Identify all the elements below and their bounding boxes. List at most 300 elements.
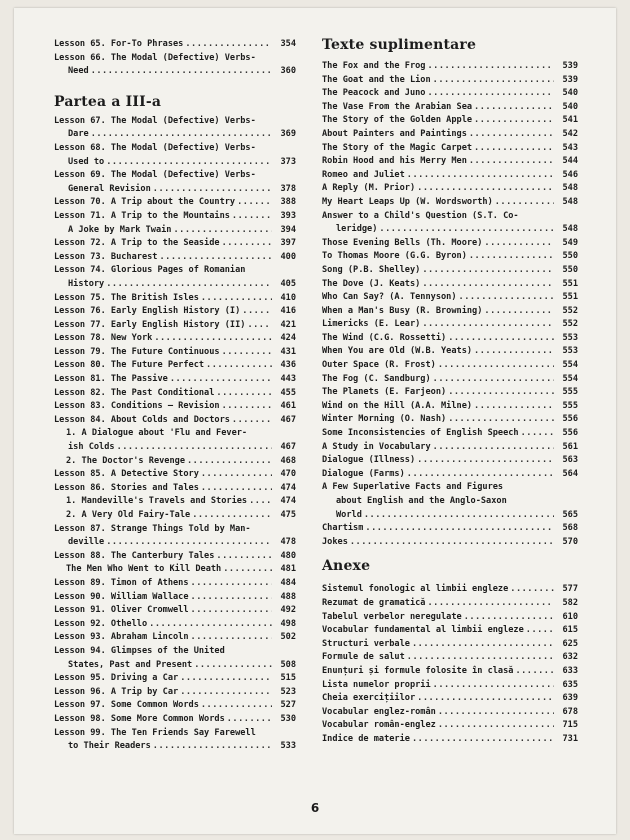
- toc-entry-title: Some Inconsistencies of English Speech: [322, 428, 519, 439]
- toc-entry-page: 625: [562, 638, 578, 649]
- toc-entry: [54, 563, 296, 577]
- toc-entry: [54, 740, 296, 754]
- toc-entry: [54, 359, 296, 373]
- toc-entry: [54, 346, 296, 360]
- toc-column-right: [322, 38, 578, 747]
- dot-leader: [510, 583, 554, 597]
- toc-entry: [54, 224, 296, 238]
- toc-entry-title: The Fog (C. Sandburg): [322, 373, 431, 384]
- toc-entry-title: The Goat and the Lion: [322, 74, 431, 85]
- dot-leader: [249, 495, 272, 509]
- toc-entry: [54, 468, 296, 482]
- dot-leader: [433, 74, 554, 88]
- toc-entry: [54, 427, 296, 441]
- toc-entry-page: 467: [280, 442, 296, 453]
- toc-entry-page: 551: [562, 292, 578, 303]
- toc-entry-title: My Heart Leaps Up (W. Wordsworth): [322, 196, 493, 207]
- toc-entry-title: Outer Space (R. Frost): [322, 360, 436, 371]
- toc-entry-title: Jokes: [322, 536, 348, 547]
- dot-leader: [433, 373, 554, 387]
- toc-entry-title: Lesson 70. A Trip about the Country: [54, 197, 236, 208]
- toc-entry: [54, 645, 296, 659]
- dot-leader: [106, 536, 272, 550]
- toc-entry: [322, 169, 578, 183]
- dot-leader: [216, 550, 272, 564]
- toc-entry-page: 468: [280, 455, 296, 466]
- toc-entry: [54, 536, 296, 550]
- toc-entry: [322, 278, 578, 292]
- toc-entry-page: 523: [280, 686, 296, 697]
- dot-leader: [191, 604, 272, 618]
- toc-entry-title: Lesson 67. The Modal (Defective) Verbs-: [54, 115, 256, 126]
- toc-entry: [54, 38, 296, 52]
- toc-entry-title: Lista numelor proprii: [322, 679, 431, 690]
- dot-leader: [106, 278, 272, 292]
- dot-leader: [201, 468, 272, 482]
- dot-leader: [185, 38, 272, 52]
- toc-entry-page: 474: [280, 496, 296, 507]
- toc-entry-page: 553: [562, 332, 578, 343]
- toc-entry: [322, 223, 578, 237]
- toc-entry-title: Wind on the Hill (A.A. Milne): [322, 400, 473, 411]
- toc-entry-title: Vocabular englez-român: [322, 706, 436, 717]
- toc-entry: [322, 291, 578, 305]
- toc-entry-title: A Few Superlative Facts and Figures: [322, 482, 504, 493]
- dot-leader: [417, 182, 554, 196]
- dot-leader: [448, 386, 554, 400]
- dot-leader: [247, 319, 272, 333]
- toc-entry: [322, 128, 578, 142]
- toc-entry-title: The Wind (C.G. Rossetti): [322, 332, 447, 343]
- toc-entry-page: 633: [562, 665, 578, 676]
- toc-entry: [54, 699, 296, 713]
- toc-list-left-top: [54, 38, 296, 79]
- toc-entry-title: Who Can Say? (A. Tennyson): [322, 292, 457, 303]
- dot-leader: [201, 292, 272, 306]
- dot-leader: [117, 441, 272, 455]
- dot-leader: [153, 740, 272, 754]
- toc-entry-title: Lesson 80. The Future Perfect: [54, 360, 205, 371]
- toc-entry-title: General Revision: [68, 183, 151, 194]
- toc-entry-page: 540: [562, 101, 578, 112]
- toc-entry-title: A Study in Vocabulary: [322, 441, 431, 452]
- toc-entry-title: Lesson 84. About Colds and Doctors: [54, 414, 230, 425]
- toc-entry-title: ish Colds: [68, 442, 115, 453]
- toc-entry-title: Lesson 75. The British Isles: [54, 292, 199, 303]
- toc-entry-title: Dialogue (Illness): [322, 455, 416, 466]
- dot-leader: [433, 679, 554, 693]
- toc-entry: [322, 454, 578, 468]
- toc-entry-page: 492: [280, 605, 296, 616]
- toc-entry: [54, 319, 296, 333]
- toc-entry-title: Lesson 91. Oliver Cromwell: [54, 605, 189, 616]
- toc-entry: [54, 591, 296, 605]
- dot-leader: [242, 305, 272, 319]
- toc-entry: [322, 624, 578, 638]
- toc-entry: [54, 523, 296, 537]
- toc-entry-page: 551: [562, 278, 578, 289]
- toc-entry-page: 565: [562, 509, 578, 520]
- toc-entry: [322, 733, 578, 747]
- toc-entry-page: 533: [280, 741, 296, 752]
- toc-entry-title: Those Evening Bells (Th. Moore): [322, 237, 483, 248]
- dot-leader: [459, 291, 554, 305]
- toc-entry-page: 470: [280, 469, 296, 480]
- toc-entry-page: 540: [562, 88, 578, 99]
- toc-entry-page: 443: [280, 374, 296, 385]
- toc-entry: [322, 651, 578, 665]
- toc-entry-title: Lesson 89. Timon of Athens: [54, 577, 189, 588]
- toc-entry-page: 550: [562, 264, 578, 275]
- toc-entry: [322, 665, 578, 679]
- toc-entry-title: States, Past and Present: [68, 659, 193, 670]
- toc-entry-title: World: [336, 509, 362, 520]
- toc-entry-page: 564: [562, 468, 578, 479]
- toc-entry: [322, 400, 578, 414]
- toc-entry: [322, 345, 578, 359]
- dot-leader: [191, 577, 272, 591]
- toc-entry-title: Lesson 82. The Past Conditional: [54, 387, 215, 398]
- dot-leader: [422, 318, 554, 332]
- toc-entry-page: 478: [280, 537, 296, 548]
- toc-entry-page: 548: [562, 224, 578, 235]
- toc-entry-page: 554: [562, 360, 578, 371]
- toc-entry: [322, 87, 578, 101]
- dot-leader: [407, 169, 554, 183]
- toc-entry-title: Lesson 85. A Detective Story: [54, 469, 199, 480]
- toc-entry-title: Lesson 90. William Wallace: [54, 591, 189, 602]
- toc-entry: [54, 713, 296, 727]
- toc-entry: [54, 305, 296, 319]
- dot-leader: [237, 196, 272, 210]
- toc-entry: [322, 522, 578, 536]
- toc-entry: [322, 509, 578, 523]
- dot-leader: [474, 114, 554, 128]
- toc-entry: [322, 706, 578, 720]
- toc-entry-title: Lesson 88. The Canterbury Tales: [54, 550, 215, 561]
- dot-leader: [222, 400, 272, 414]
- dot-leader: [187, 455, 272, 469]
- toc-entry-page: 360: [280, 66, 296, 77]
- toc-entry: [322, 441, 578, 455]
- toc-entry-page: 556: [562, 414, 578, 425]
- toc-entry-title: Romeo and Juliet: [322, 169, 405, 180]
- toc-entry: [54, 210, 296, 224]
- toc-entry: [322, 359, 578, 373]
- toc-entry-title: 1. Mandeville's Travels and Stories: [66, 496, 248, 507]
- toc-entry-title: The Vase From the Arabian Sea: [322, 101, 473, 112]
- dot-leader: [154, 332, 272, 346]
- toc-entry-page: 397: [280, 238, 296, 249]
- toc-entry-page: 393: [280, 210, 296, 221]
- toc-entry-page: 527: [280, 700, 296, 711]
- toc-entry-page: 400: [280, 251, 296, 262]
- toc-entry-title: Lesson 83. Conditions — Revision: [54, 401, 220, 412]
- dot-leader: [433, 441, 554, 455]
- dot-leader: [106, 156, 272, 170]
- toc-entry: [322, 427, 578, 441]
- toc-entry-page: 354: [280, 39, 296, 49]
- toc-entry-page: 488: [280, 591, 296, 602]
- toc-entry: [54, 169, 296, 183]
- toc-entry-page: 544: [562, 156, 578, 167]
- toc-entry-page: 475: [280, 510, 296, 520]
- toc-entry-page: 436: [280, 360, 296, 371]
- toc-entry-title: Enunțuri și formule folosite în clasă: [322, 665, 514, 676]
- toc-entry-page: 424: [280, 333, 296, 344]
- toc-entry-page: 731: [562, 733, 578, 744]
- toc-entry-title: The Dove (J. Keats): [322, 278, 421, 289]
- dot-leader: [484, 237, 554, 251]
- toc-entry-title: The Fox and the Frog: [322, 61, 426, 71]
- toc-entry-title: Tabelul verbelor neregulate: [322, 611, 462, 622]
- dot-leader: [216, 387, 272, 401]
- toc-entry: [322, 719, 578, 733]
- dot-leader: [173, 224, 272, 238]
- toc-entry-title: Lesson 81. The Passive: [54, 374, 168, 385]
- toc-entry-page: 582: [562, 597, 578, 608]
- toc-entry-title: Lesson 99. The Ten Friends Say Farewell: [54, 727, 256, 738]
- dot-leader: [526, 624, 554, 638]
- toc-entry-page: 632: [562, 652, 578, 663]
- dot-leader: [91, 65, 272, 79]
- toc-entry: [322, 101, 578, 115]
- toc-entry: [54, 604, 296, 618]
- dot-leader: [149, 618, 272, 632]
- toc-entry-title: Lesson 95. Driving a Car: [54, 673, 179, 684]
- dot-leader: [448, 332, 554, 346]
- toc-entry: [322, 142, 578, 156]
- dot-leader: [417, 692, 554, 706]
- dot-leader: [170, 373, 272, 387]
- toc-entry: [322, 583, 578, 597]
- toc-entry: [322, 210, 578, 224]
- toc-entry-title: Vocabular român-englez: [322, 720, 436, 731]
- dot-leader: [350, 536, 554, 550]
- toc-entry-title: Song (P.B. Shelley): [322, 264, 421, 275]
- toc-entry: [54, 292, 296, 306]
- dot-leader: [91, 128, 272, 142]
- toc-entry-title: Lesson 97. Some Common Words: [54, 700, 199, 711]
- toc-entry-title: Lesson 76. Early English History (I): [54, 306, 241, 317]
- dot-leader: [422, 264, 554, 278]
- toc-entry-page: 563: [562, 455, 578, 466]
- dot-leader: [191, 631, 272, 645]
- dot-leader: [427, 60, 554, 74]
- dot-leader: [365, 522, 554, 536]
- dot-leader: [194, 659, 272, 673]
- toc-entry-page: 549: [562, 237, 578, 248]
- dot-leader: [364, 509, 554, 523]
- toc-entry-page: 502: [280, 632, 296, 643]
- toc-entry-page: 530: [280, 713, 296, 724]
- dot-leader: [469, 155, 554, 169]
- toc-entry: [54, 618, 296, 632]
- dot-leader: [191, 591, 272, 605]
- toc-entry-page: 515: [280, 673, 296, 684]
- toc-entry-page: 554: [562, 373, 578, 384]
- toc-entry-page: 539: [562, 74, 578, 85]
- toc-entry-title: The Peacock and Juno: [322, 88, 426, 99]
- section-heading-partea-iii: Partea a III-a: [54, 93, 162, 110]
- toc-entry-page: 378: [280, 183, 296, 194]
- toc-entry-page: 388: [280, 197, 296, 208]
- dot-leader: [379, 223, 554, 237]
- dot-leader: [192, 509, 272, 523]
- toc-entry: [322, 250, 578, 264]
- toc-entry-page: 410: [280, 292, 296, 303]
- toc-entry: [54, 414, 296, 428]
- dot-leader: [412, 638, 554, 652]
- toc-entry-page: 373: [280, 156, 296, 167]
- dot-leader: [159, 251, 272, 265]
- toc-entry-title: The Story of the Golden Apple: [322, 115, 473, 126]
- toc-entry: [322, 611, 578, 625]
- toc-entry-title: Robin Hood and his Merry Men: [322, 156, 467, 167]
- toc-entry-title: Lesson 92. Othello: [54, 618, 148, 629]
- dot-leader: [469, 250, 554, 264]
- toc-entry: [322, 468, 578, 482]
- dot-leader: [206, 359, 272, 373]
- toc-entry-title: About Painters and Paintings: [322, 128, 467, 139]
- toc-entry-page: 577: [562, 584, 578, 595]
- toc-entry: [322, 638, 578, 652]
- toc-entry: [54, 128, 296, 142]
- dot-leader: [438, 719, 554, 733]
- dot-leader: [427, 597, 554, 611]
- toc-entry-title: Lesson 71. A Trip to the Mountains: [54, 210, 230, 221]
- toc-entry-page: 455: [280, 387, 296, 398]
- toc-entry-page: 552: [562, 305, 578, 316]
- toc-entry: [54, 441, 296, 455]
- section-heading-anexe: Anexe: [322, 558, 371, 575]
- toc-entry-page: 546: [562, 169, 578, 180]
- toc-entry-page: 474: [280, 482, 296, 493]
- toc-entry-title: Lesson 96. A Trip by Car: [54, 686, 179, 697]
- dot-leader: [232, 414, 272, 428]
- toc-entry: [54, 264, 296, 278]
- toc-entry: [54, 577, 296, 591]
- toc-entry: [322, 237, 578, 251]
- toc-entry-page: 639: [562, 693, 578, 704]
- dot-leader: [438, 359, 554, 373]
- toc-entry: [322, 114, 578, 128]
- dot-leader: [201, 482, 272, 496]
- toc-entry: [54, 142, 296, 156]
- dot-leader: [422, 278, 554, 292]
- toc-entry-title: Lesson 66. The Modal (Defective) Verbs-: [54, 52, 256, 63]
- toc-entry: [322, 536, 578, 550]
- toc-entry: [54, 332, 296, 346]
- dot-leader: [223, 563, 272, 577]
- page-number: 6: [310, 801, 320, 815]
- dot-leader: [495, 196, 554, 210]
- dot-leader: [180, 686, 272, 700]
- toc-entry-title: Structuri verbale: [322, 638, 410, 649]
- toc-entry-page: 421: [280, 319, 296, 330]
- toc-entry-title: Lesson 74. Glorious Pages of Romanian: [54, 265, 246, 276]
- toc-entry-title: Lesson 73. Bucharest: [54, 251, 158, 262]
- toc-entry-title: to Their Readers: [68, 741, 151, 752]
- toc-list-anexe: [322, 583, 578, 746]
- toc-entry-page: 484: [280, 577, 296, 588]
- toc-entry-title: Lesson 78. New York: [54, 333, 153, 344]
- toc-entry-title: Lesson 72. A Trip to the Seaside: [54, 238, 220, 249]
- toc-entry: [322, 74, 578, 88]
- toc-entry-title: Winter Morning (O. Nash): [322, 414, 447, 425]
- toc-entry-page: 416: [280, 306, 296, 317]
- toc-entry: [54, 373, 296, 387]
- toc-entry-page: 480: [280, 550, 296, 561]
- toc-entry: [322, 305, 578, 319]
- toc-entry-page: 467: [280, 414, 296, 425]
- toc-entry-title: 2. A Very Old Fairy-Tale: [66, 510, 191, 520]
- toc-entry-page: 498: [280, 618, 296, 629]
- toc-entry-page: 369: [280, 129, 296, 140]
- toc-entry-page: 715: [562, 720, 578, 731]
- toc-entry-title: History: [68, 278, 105, 289]
- dot-leader: [474, 345, 554, 359]
- toc-entry-title: Lesson 86. Stories and Tales: [54, 482, 199, 493]
- toc-entry-title: Answer to a Child's Question (S.T. Co-: [322, 210, 519, 221]
- toc-entry-title: Cheia exercițiilor: [322, 693, 416, 704]
- toc-entry-title: Vocabular fundamental al limbii engleze: [322, 625, 524, 636]
- toc-entry-page: 570: [562, 536, 578, 547]
- toc-entry-page: 405: [280, 278, 296, 289]
- toc-entry: [54, 387, 296, 401]
- toc-column-left: [54, 38, 296, 754]
- toc-entry: [322, 597, 578, 611]
- dot-leader: [153, 183, 272, 197]
- dot-leader: [227, 713, 272, 727]
- toc-entry: [54, 251, 296, 265]
- toc-entry: [322, 386, 578, 400]
- toc-entry: [54, 659, 296, 673]
- toc-entry-title: Lesson 87. Strange Things Told by Man-: [54, 523, 251, 534]
- toc-entry: [322, 155, 578, 169]
- toc-entry: [54, 631, 296, 645]
- toc-entry-page: 568: [562, 523, 578, 534]
- dot-leader: [448, 413, 554, 427]
- toc-entry-page: 543: [562, 142, 578, 153]
- toc-entry-title: The Story of the Magic Carpet: [322, 142, 473, 153]
- toc-entry: [54, 196, 296, 210]
- toc-entry-title: 2. The Doctor's Revenge: [66, 455, 185, 466]
- toc-entry-title: The Planets (E. Farjeon): [322, 387, 447, 398]
- toc-entry-title: leridge): [336, 224, 378, 235]
- dot-leader: [427, 87, 554, 101]
- toc-entry-title: Lesson 98. Some More Common Words: [54, 713, 225, 724]
- toc-entry-page: 635: [562, 679, 578, 690]
- toc-entry-title: deville: [68, 537, 105, 548]
- dot-leader: [515, 665, 554, 679]
- toc-entry-title: Limericks (E. Lear): [322, 319, 421, 330]
- section-heading-texte-suplimentare: Texte suplimentare: [322, 37, 477, 53]
- toc-entry-title: The Men Who Went to Kill Death: [66, 564, 222, 575]
- toc-entry: [322, 481, 578, 495]
- book-page: [14, 8, 616, 834]
- toc-entry: [322, 182, 578, 196]
- toc-entry-title: Lesson 68. The Modal (Defective) Verbs-: [54, 142, 256, 153]
- toc-entry-page: 481: [280, 564, 296, 575]
- toc-entry: [54, 672, 296, 686]
- toc-entry: [54, 550, 296, 564]
- toc-entry-title: Lesson 69. The Modal (Defective) Verbs-: [54, 170, 256, 181]
- dot-leader: [438, 706, 554, 720]
- toc-entry-page: 548: [562, 183, 578, 194]
- dot-leader: [180, 672, 272, 686]
- toc-entry: [54, 727, 296, 741]
